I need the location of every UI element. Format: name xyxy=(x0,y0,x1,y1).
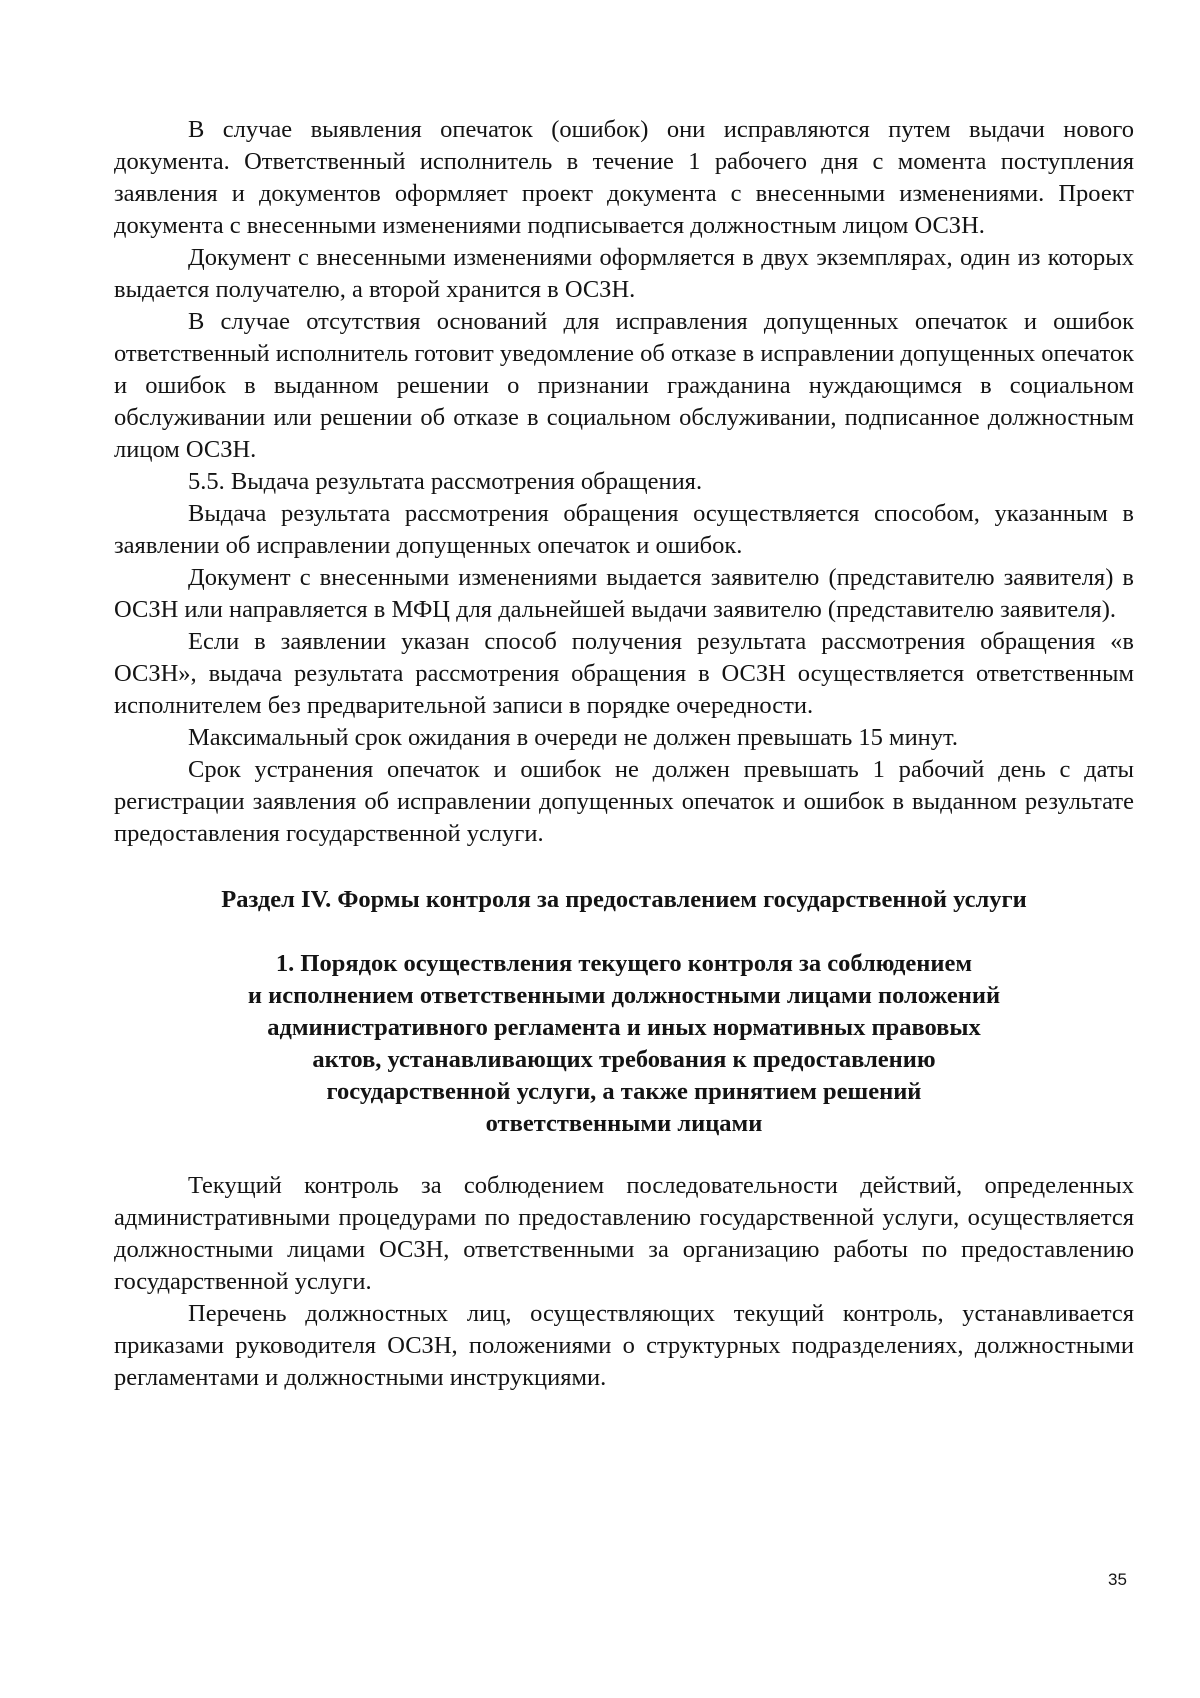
subsection-title xyxy=(114,948,1134,1140)
subsection-title-line: актов, устанавливающих требования к предоставлению xyxy=(312,1046,936,1073)
paragraph: Документ с внесенными изменениями выдается заявителю (представителю заявителя) в ОСЗН или направляется в МФЦ для дальнейшей выдачи заявителю (представителю заявителя). xyxy=(114,564,1134,623)
paragraph: Текущий контроль за соблюдением последовательности действий, определенных административными процедурами по предоставлению государственной услуги, осуществляется должностными лицами ОСЗН, ответственными за организацию работы по предоставлению государственной услуги. xyxy=(114,1172,1134,1295)
paragraph: Если в заявлении указан способ получения результата рассмотрения обращения «в ОСЗН», выдача результата рассмотрения обращения в ОСЗН осуществляется ответственным исполнителем без предварительной записи в порядке очередности. xyxy=(114,628,1134,719)
subsection-title-line: и исполнением ответственными должностными лицами положений xyxy=(247,982,1001,1009)
subsection-title-line: государственной услуги, а также принятием решений xyxy=(326,1078,922,1105)
subsection-title-line: 1. Порядок осуществления текущего контроля за соблюдением xyxy=(275,950,973,977)
paragraph: Срок устранения опечаток и ошибок не должен превышать 1 рабочий день с даты регистрации заявления об исправлении допущенных опечаток и ошибок в выданном результате предоставления государственной услуги. xyxy=(114,756,1134,847)
paragraph: В случае отсутствия оснований для исправления допущенных опечаток и ошибок ответственный исполнитель готовит уведомление об отказе в исправлении допущенных опечаток и ошибок в выданном решении о признании гражданина нуждающимся в социальном обслуживании или решении об отказе в социальном обслуживании, подписанное должностным лицом ОСЗН. xyxy=(114,308,1135,463)
subsection-title-line: ответственными лицами xyxy=(485,1110,763,1137)
paragraph: Выдача результата рассмотрения обращения осуществляется способом, указанным в заявлении об исправлении допущенных опечаток и ошибок. xyxy=(114,500,1134,559)
paragraph: Перечень должностных лиц, осуществляющих текущий контроль, устанавливается приказами руководителя ОСЗН, положениями о структурных подразделениях, должностными регламентами и должностными инструкциями. xyxy=(114,1300,1134,1391)
paragraph: Максимальный срок ожидания в очереди не должен превышать 15 минут. xyxy=(188,724,959,751)
page-content xyxy=(114,114,1134,1394)
paragraph: В случае выявления опечаток (ошибок) они исправляются путем выдачи нового документа. Ответственный исполнитель в течение 1 рабочего дня с момента поступления заявления и документов оформляет проект документа с внесенными изменениями. Проект документа с внесенными изменениями подписывается должностным лицом ОСЗН. xyxy=(114,116,1134,239)
subsection-title-line: административного регламента и иных нормативных правовых xyxy=(267,1014,981,1041)
paragraph-subheading: 5.5. Выдача результата рассмотрения обращения. xyxy=(188,468,703,495)
page-number: 35 xyxy=(1108,1570,1127,1589)
paragraph: Документ с внесенными изменениями оформляется в двух экземплярах, один из которых выдается получателю, а второй хранится в ОСЗН. xyxy=(114,244,1134,303)
section-title: Раздел IV. Формы контроля за предоставлением государственной услуги xyxy=(221,886,1027,913)
